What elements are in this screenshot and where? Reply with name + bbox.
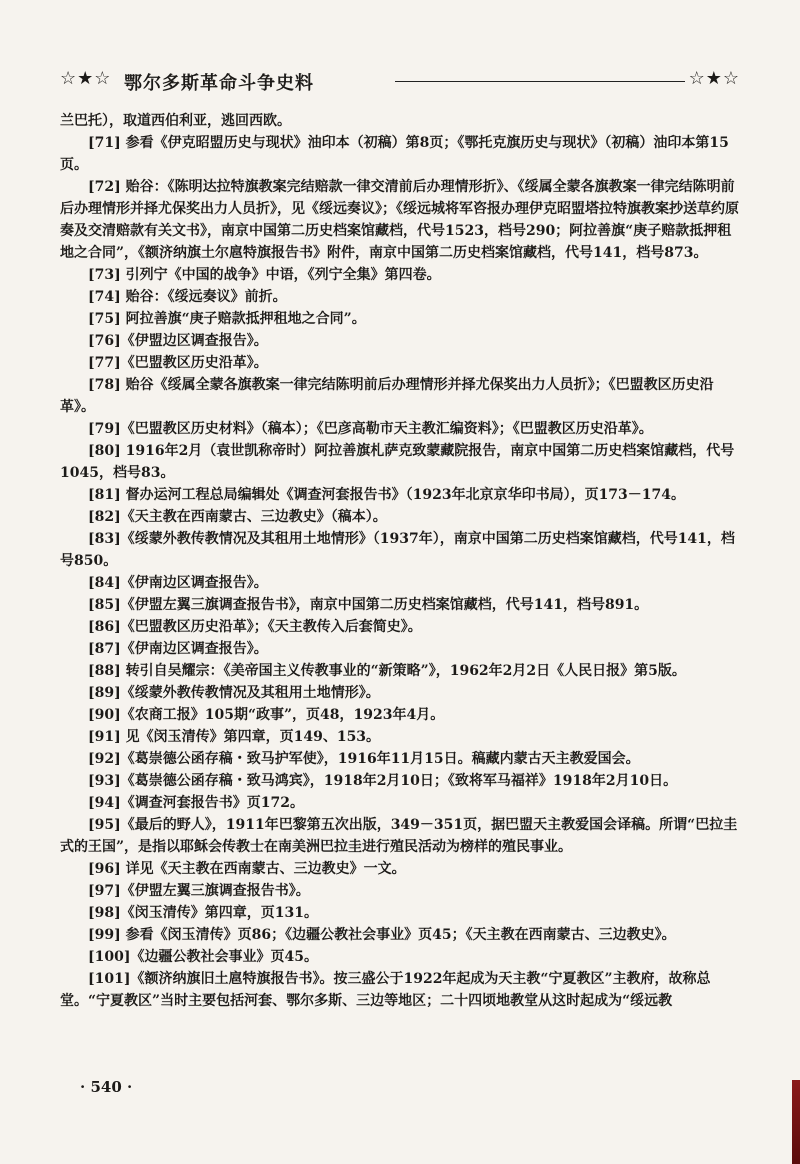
footnote-entry: [92]《葛崇德公函存稿・致马护军使》，1916年11月15日。稿藏内蒙古天主教爱国会。 [88, 751, 640, 767]
footnote-entry: [85]《伊盟左翼三旗调查报告书》，南京中国第二历史档案馆藏档，代号141，档号891。 [88, 597, 649, 613]
footnote-entry: [76]《伊盟边区调查报告》。 [88, 333, 268, 349]
footnote-entry: [88] 转引自吴耀宗：《美帝国主义传教事业的“新策略”》，1962年2月2日《人民日报》第5版。 [88, 663, 686, 679]
footnote-entry: [101]《额济纳旗旧土扈特旗报告书》。按三盛公于1922年起成为天主教“宁夏教区”主教府，故称总堂。“宁夏教区”当时主要包括河套、鄂尔多斯、三边等地区；二十四顷地教堂从这时起成为“绥远教 [60, 971, 711, 1009]
header-stars-left-icon: ☆★☆ [60, 68, 112, 89]
footnote-entry: [78] 贻谷《绥属全蒙各旗教案一律完结陈明前后办理情形并择尤保奖出力人员折》；《巴盟教区历史沿革》。 [60, 377, 714, 415]
footnote-entry: [90]《农商工报》105期“政事”，页48，1923年4月。 [88, 707, 445, 723]
page-number: · 540 · [80, 1078, 133, 1096]
footnote-entry: [99] 参看《闵玉清传》页86；《边疆公教社会事业》页45；《天主教在西南蒙古、三边教史》。 [88, 927, 676, 943]
footnote-entry: [86]《巴盟教区历史沿革》；《天主教传入后套简史》。 [88, 619, 422, 635]
footnote-entry: [96] 详见《天主教在西南蒙古、三边教史》一文。 [88, 861, 406, 877]
footnote-entry: [98]《闵玉清传》第四章，页131。 [88, 905, 318, 921]
footnote-entry: [75] 阿拉善旗“庚子赔款抵押租地之合同”。 [88, 311, 366, 327]
footnote-entry: [100]《边疆公教社会事业》页45。 [88, 949, 318, 965]
footnote-entry: [94]《调查河套报告书》页172。 [88, 795, 304, 811]
header-rule [395, 81, 685, 82]
footnote-entry: [83]《绥蒙外教传教情况及其租用土地情形》（1937年），南京中国第二历史档案馆藏档，代号141，档号850。 [60, 531, 735, 569]
footnote-entry: [71] 参看《伊克昭盟历史与现状》油印本（初稿）第8页；《鄂托克旗历史与现状》（初稿）油印本第15页。 [60, 135, 729, 173]
footnote-entry: [95]《最后的野人》，1911年巴黎第五次出版，349－351页，据巴盟天主教爱国会译稿。所谓“巴拉圭式的王国”，是指以耶稣会传教士在南美洲巴拉圭进行殖民活动为榜样的殖民事业。 [60, 817, 738, 855]
footnote-entry: [82]《天主教在西南蒙古、三边教史》（稿本）。 [88, 509, 387, 525]
footnote-entry: [80] 1916年2月（袁世凯称帝时）阿拉善旗札萨克致蒙藏院报告，南京中国第二历史档案馆藏档，代号1045，档号83。 [60, 443, 735, 481]
footnote-entry: [91] 见《闵玉清传》第四章，页149、153。 [88, 729, 381, 745]
footnote-entry: [84]《伊南边区调查报告》。 [88, 575, 268, 591]
footnote-entry: [72] 贻谷：《陈明达拉特旗教案完结赔款一律交清前后办理情形折》、《绥属全蒙各旗教案一律完结陈明前后办理情形并择尤保奖出力人员折》，见《绥远奏议》；《绥远城将军咨报办理伊克昭盟塔拉特旗教案抄送草约原奏及交清赔款有关文书》，南京中国第二历史档案馆藏档，代号1523，档号290；阿拉善旗“庚子赔款抵押租地之合同”，《额济纳旗土尔扈特旗报告书》附件，南京中国第二历史档案馆藏档，代号141，档号873。 [60, 179, 739, 261]
header-title: 鄂尔多斯革命斗争史料 [124, 73, 314, 94]
footnote-entry: [77]《巴盟教区历史沿革》。 [88, 355, 268, 371]
continued-paragraph: 兰巴托），取道西伯利亚，逃回西欧。 [60, 113, 291, 129]
footnote-entry: [79]《巴盟教区历史材料》（稿本）；《巴彦高勒市天主教汇编资料》；《巴盟教区历史沿革》。 [88, 421, 653, 437]
footnote-entry: [74] 贻谷：《绥远奏议》前折。 [88, 289, 287, 305]
footnote-entry: [81] 督办运河工程总局编辑处《调查河套报告书》（1923年北京京华印书局），页173－174。 [88, 487, 686, 503]
footnote-entry: [73] 引列宁《中国的战争》中语，《列宁全集》第四卷。 [88, 267, 441, 283]
header-stars-right-icon: ☆★☆ [688, 68, 740, 89]
footnote-entry: [89]《绥蒙外教传教情况及其租用土地情形》。 [88, 685, 380, 701]
footnote-entry: [93]《葛崇德公函存稿・致马鸿宾》，1918年2月10日；《致将军马福祥》1918年2月10日。 [88, 773, 678, 789]
footnote-entry: [97]《伊盟左翼三旗调查报告书》。 [88, 883, 310, 899]
running-header [60, 68, 740, 94]
binding-edge [792, 1080, 800, 1164]
footnote-entry: [87]《伊南边区调查报告》。 [88, 641, 268, 657]
footnotes-body [60, 110, 740, 1012]
